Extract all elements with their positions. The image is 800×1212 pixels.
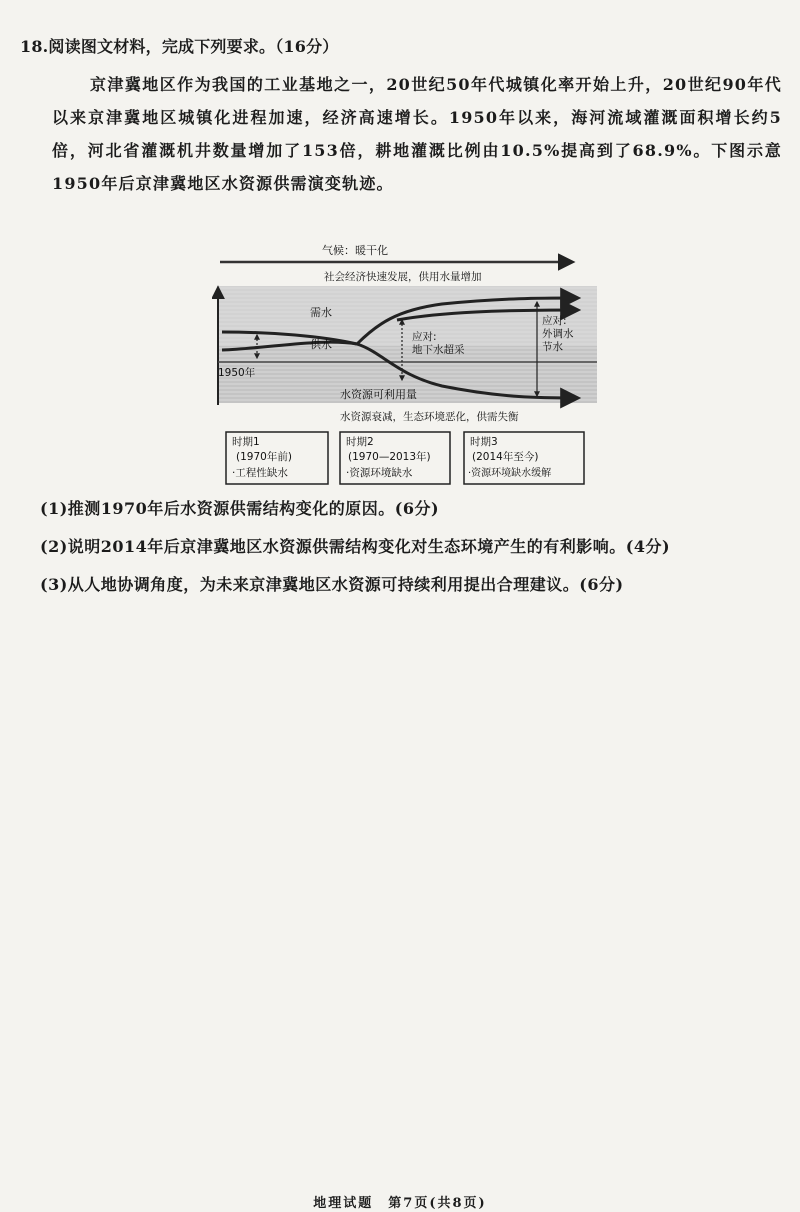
period-3-range: (2014年至今) (472, 451, 539, 463)
supply-label: 供水 (310, 338, 332, 351)
response2-line2: 外调水 (542, 328, 574, 340)
response1-line1: 应对: (412, 331, 437, 343)
response2-line3: 节水 (542, 341, 563, 353)
question-title: 18.阅读图文材料，完成下列要求。（16分） (20, 37, 339, 56)
sub-question-2: (2)说明2014年后京津冀地区水资源供需结构变化对生态环境产生的有利影响。(4分) (40, 537, 671, 556)
sub-question-1: (1)推测1970年后水资源供需结构变化的原因。(6分) (40, 499, 440, 518)
water-supply-demand-figure (212, 240, 597, 490)
sub-question-list (40, 494, 780, 608)
plot-upper-band (217, 286, 597, 346)
period-1-desc: ·工程性缺水 (232, 467, 288, 479)
period-2-range: (1970—2013年) (348, 451, 431, 463)
figure-svg (212, 240, 597, 490)
year-label: 1950年 (218, 367, 256, 379)
period-3-desc: ·资源环境缺水缓解 (468, 468, 552, 479)
response1-line2: 地下水超采 (412, 344, 465, 356)
period-2-desc: ·资源环境缺水 (346, 467, 413, 479)
period-box-1 (226, 432, 328, 484)
period-3-name: 时期3 (470, 436, 498, 448)
decline-label: 水资源衰减，生态环境恶化，供需失衡 (340, 411, 519, 423)
demand-label: 需水 (310, 306, 332, 319)
page-footer: 地理试题 第7页(共8页) (313, 1196, 487, 1211)
sub-question-3: (3)从人地协调角度，为未来京津冀地区水资源可持续利用提出合理建议。(6分) (40, 575, 624, 594)
period-2-name: 时期2 (346, 436, 374, 448)
response2-line1: 应对: (542, 315, 567, 327)
climate-label: 气候：暖干化 (322, 244, 388, 257)
period-1-range: (1970年前) (236, 451, 292, 463)
material-paragraph: 京津冀地区作为我国的工业基地之一，20世纪50年代城镇化率开始上升，20世纪90年代以来京津冀地区城镇化进程加速，经济高速增长。1950年以来，海河流域灌溉面积增长约5倍，河北省灌溉机井数量增加了153倍，耕地灌溉比例由10.5%提高到了68.9%。下图示意1950年后京津冀地区水资源供需演变轨迹。 (52, 75, 782, 193)
period-box-3 (464, 432, 584, 484)
period-box-2 (340, 432, 450, 484)
period-1-name: 时期1 (232, 436, 260, 448)
available-label: 水资源可利用量 (340, 388, 417, 401)
econ-label: 社会经济快速发展，供用水量增加 (324, 271, 482, 283)
